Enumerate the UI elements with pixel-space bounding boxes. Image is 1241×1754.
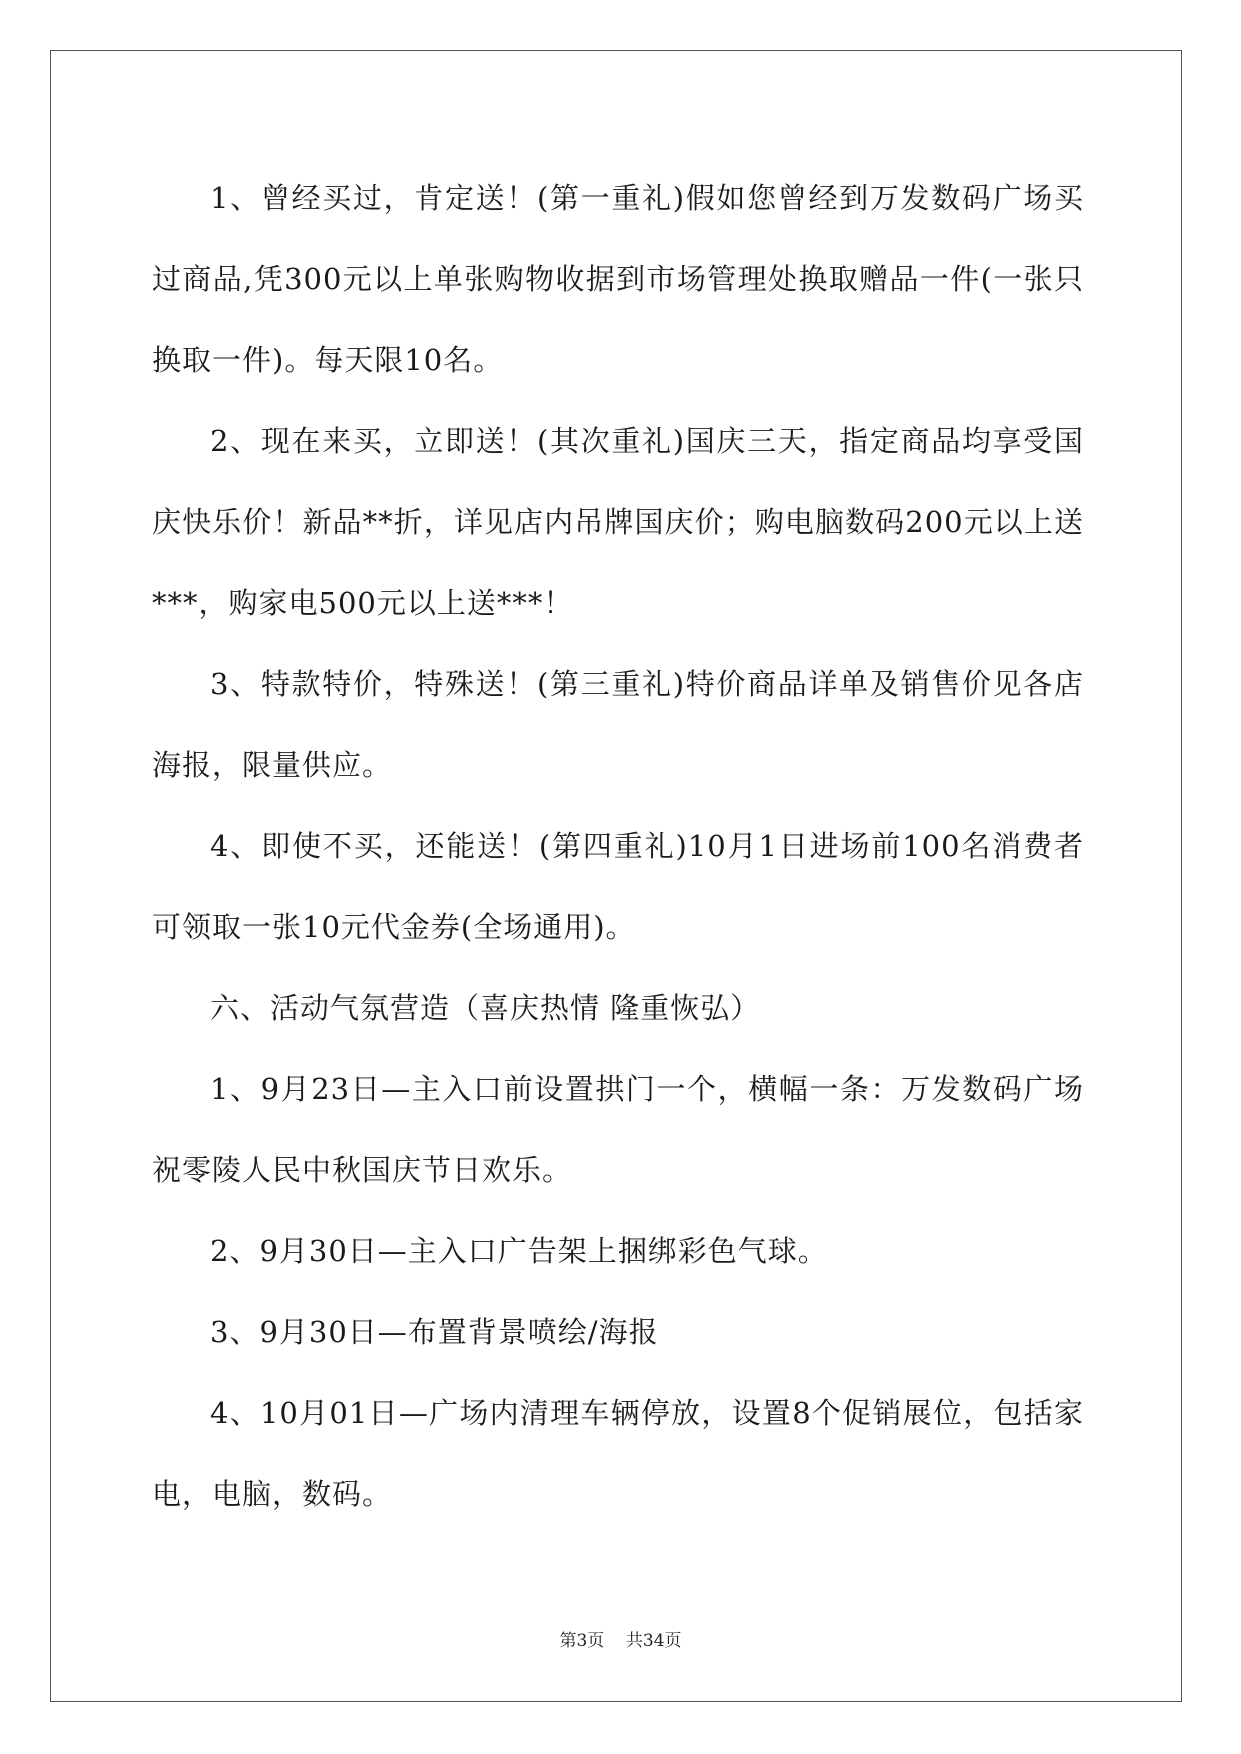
page-footer <box>0 1626 1241 1651</box>
section-heading-atmosphere: 六、活动气氛营造（喜庆热情 隆重恢弘） <box>210 991 761 1025</box>
paragraph-gift-4: 4、即使不买，还能送！(第四重礼)10月1日进场前100名消费者可领取一张10元代金券(全场通用)。 <box>152 829 1084 944</box>
paragraph-atmosphere-4: 4、10月01日—广场内清理车辆停放，设置8个促销展位，包括家电，电脑，数码。 <box>152 1396 1084 1511</box>
paragraph-atmosphere-2: 2、9月30日—主入口广告架上捆绑彩色气球。 <box>210 1234 828 1268</box>
paragraph-gift-3: 3、特款特价，特殊送！(第三重礼)特价商品详单及销售价见各店海报，限量供应。 <box>152 667 1084 782</box>
page-number: 第3页 <box>559 1631 605 1651</box>
paragraph-gift-1: 1、曾经买过，肯定送！(第一重礼)假如您曾经到万发数码广场买过商品,凭300元以上单张购物收据到市场管理处换取赠品一件(一张只换取一件)。每天限10名。 <box>152 181 1084 377</box>
document-body <box>152 158 1084 1535</box>
paragraph-atmosphere-3: 3、9月30日—布置背景喷绘/海报 <box>210 1315 659 1349</box>
page-total: 共34页 <box>625 1631 682 1651</box>
paragraph-atmosphere-1: 1、9月23日—主入口前设置拱门一个，横幅一条：万发数码广场祝零陵人民中秋国庆节日欢乐。 <box>152 1072 1084 1187</box>
paragraph-gift-2: 2、现在来买，立即送！(其次重礼)国庆三天，指定商品均享受国庆快乐价！新品**折，详见店内吊牌国庆价；购电脑数码200元以上送***，购家电500元以上送***！ <box>152 424 1084 620</box>
